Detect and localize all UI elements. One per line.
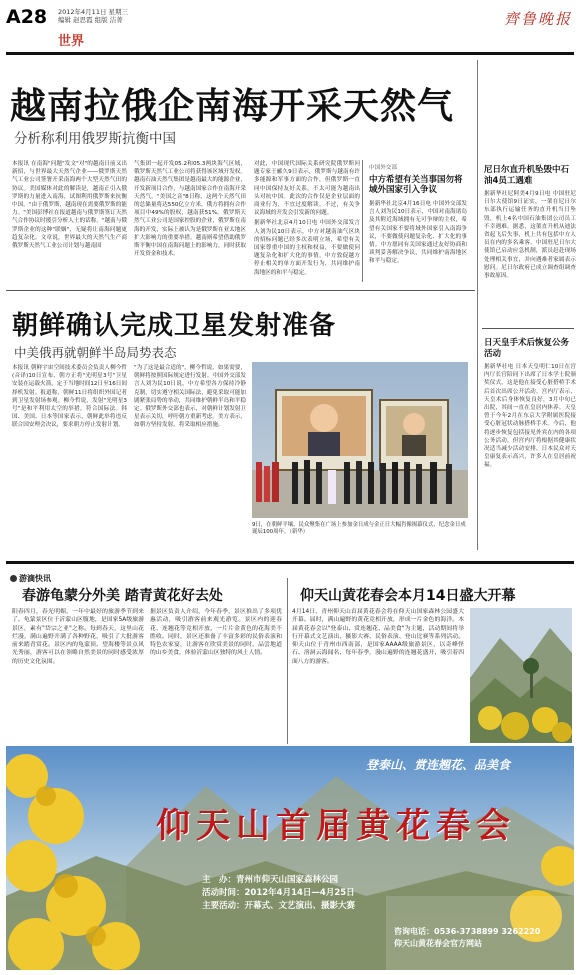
lead-headline: 越南拉俄企南海开采天然气 (10, 86, 455, 127)
side-story-body: 据新华社北京4月16日电 中国外交部发言人刘为民10日表示，中国对南海诸岛及其附近海域拥有无可争辩的主权，希望有关国家不要将域外国家引入南海争议，不要做使问题复杂化、扩大化的事情。中方愿同有关国家通过友好协商和谈判妥善解决争议，共同维护南海地区和平与稳定。 (369, 201, 467, 265)
poster-slogan: 登泰山、赏连翘花、品美食 (366, 758, 511, 772)
feature-tag-label: 游滴快讯 (19, 574, 51, 583)
issue-date: 2012年4月11日 星期三 (58, 8, 129, 16)
feature-2-headline: 仰天山黄花春会本月14日盛大开幕 (300, 588, 516, 604)
right-story-2-body: 据新华社电 日本天皇明仁10日在宫内厅长官陪同下出席了日本学士院颁奖仪式，这是他在接受心脏搭桥手术后首次出席公开活动。宫内厅表示，天皇术后身体恢复良好，3月中旬已出院，其间一直在皇居内休养。天皇曾于今年2月在东京大学附属医院接受心脏冠状动脉搭桥手术。今后，他将逐步恢复包括接见外宾在内的各项公务活动，但宫内厅将根据其健康状况适当减少活动安排。日本民众对天皇康复表示高兴，许多人在皇居前祝福。 (484, 364, 576, 469)
mountain-photo (470, 608, 572, 743)
lead-subheadline: 分析称利用俄罗斯抗衡中国 (14, 131, 176, 147)
photo-caption: 9日，在朝鲜平壤，民众聚集在广场上参加金日成与金正日大幅肖像揭幕仪式，纪念金日成诞辰100周年。（新华） (252, 522, 466, 535)
column-divider (362, 160, 363, 282)
right-rail-divider (477, 60, 478, 550)
right-rail-separator (482, 328, 574, 329)
feature-2-column: 4月14日，青州仰天山首届黄花春会将在仰天山国家森林公园盛大开幕。届时，满山遍野的黄花竞相开放，形成一片金色的海洋。本届黄花春会以"登泰山、赏连翘花、品美食"为主题，活动期间将举行开幕式文艺演出、摄影大赛、民俗表演、登山比赛等系列活动。仰天山位于青州市西南部，是国家AAAA级旅游景区，以奇峰怪石、溶洞云海闻名，每年春季，漫山遍野的连翘花盛开，吸引着四面八方的游客。 (292, 609, 464, 665)
lead-column-4-text: 据新华社北京4月10日电 中国外交部发言人刘为民10日表示，中方对越南油气区块的招标问题已经多次表明立场，希望有关国家尊重中国的主权和权益，不要做使问题复杂化和扩大化的事情。中方敦促越方停止相关的单方面开发行为，共同维护南海地区的和平与稳定。 (254, 220, 360, 276)
bullet-icon (10, 575, 17, 582)
news-photo (252, 362, 468, 518)
feature-1-column-2: 据景区负责人介绍，今年春季，景区推出了多项优惠活动，吸引游客前来观光游览。景区内的迎春花、连翘花等竞相开放，一片片金黄色的花海美不胜收。同时，景区还准备了丰富多彩的民俗表演和特色农家宴，让游客在欣赏美景的同时，品尝地道的山乡美食，体验沂蒙山区独特的风土人情。 (150, 609, 282, 657)
poster-dates: 活动时间：2012年4月14日—4月25日 (202, 888, 355, 898)
pyongyang-ceremony-photo (252, 362, 468, 518)
section-label: 世界 (58, 34, 85, 49)
lead-column-3 (254, 160, 360, 280)
newspaper-logo: 齊鲁晚报 (503, 10, 572, 28)
korea-headline: 朝鲜确认完成卫星发射准备 (12, 311, 337, 341)
feature-1-column-1: 阳春四月，春光明媚，一年中最好的旅游季节到来了。龟蒙景区位于沂蒙山区腹地，是国家5A级旅游景区，素有"岱宗之亚"之称。每到春天，这里山花烂漫，满山遍野开满了各种野花，吸引了大批游客前来踏青赏花。景区内的龟蒙顶、望海楼等景点风光秀丽，游客可以在领略自然美景的同时感受浓厚的历史文化氛围。 (12, 609, 144, 665)
poster-website: 仰天山黄花春会官方网站 (394, 939, 482, 948)
feature-section-tag (10, 573, 51, 584)
korea-subheadline: 中美俄再就朝鲜半岛局势表态 (14, 345, 177, 360)
korea-column-1: 本报讯 朝鲜宇宙空间技术委员会负责人柳今哲(音译)10日宣布，朝方正将"光明星3号"卫星安装在运载火箭，定于当地时间12日至16日间择机发射。报道称，朝鲜11日将组织外国记者到卫星发射场参观。柳今哲说，发射"光明星3号"是和平利用太空的举措，符合国际法。韩国、美国、日本等国家表示，朝鲜此举将违反联合国安理会决议，要求朝方停止发射计划。 (12, 365, 127, 429)
korea-column-2: "为了这是最合适的"，柳今哲说，如果需要，朝鲜将按照国际规定进行发射。中国外交部发言人刘为民10日说，中方希望各方保持冷静克制，切实遵守相关国际法，避免采取可能加剧紧张局势的举动，共同维护朝鲜半岛和平稳定。俄罗斯外交部也表示，对朝鲜计划发射卫星表示关切，呼吁朝方重新考虑。美方表示，如朝方坚持发射，将采取相应措施。 (134, 365, 246, 429)
staff-line: 编辑 赵思霞 组版 洁菁 (58, 16, 123, 24)
event-poster (6, 746, 574, 970)
poster-activities: 主要活动：开幕式、文艺演出、摄影大赛 (202, 901, 356, 911)
side-story-source: 中国外交部 (369, 165, 397, 171)
right-story-1-body: 据新华社尼阿美4月9日电 中国驻尼日尔大使馆9日证实，一架在尼日尔东部执行运输任务的直升机当日坠毁，机上4名中国石油集团公司员工不幸遇难。据悉，这架直升机从迪法省起飞后失事，机上共有包括中方人员在内的多名乘客。中国驻尼日尔大使馆已启动应急机制，派员赶赴现场处理相关事宜，并向遇难者家属表示慰问。尼日尔政府已成立调查组调查事故原因。 (484, 191, 576, 280)
lead-column-1: 本报讯 在南海"问题"发文"对"的越南日前又出新招，与世界最大天然气企业——俄罗斯天然气工业公司签署开采南海两个大型天然气田的协议。美国媒体对此的解读是，越南正引入俄罗斯的力量进入南海，试图利用俄罗斯来抗衡中国。"由于俄罗斯，越南现在需要俄罗斯的能力。"美国彭博社在报道越南与俄罗斯签订天然气合作协议时援引分析人士的话称。"越南与俄罗斯企业的这种"联姻"，无疑将让南海问题更趋复杂化。文章说，世界最大的天然气生产商俄罗斯天然气工业公司计划与越南国 (12, 161, 127, 250)
lead-column-3-text: 对此，中国现代国际关系研究院俄罗斯问题专家王郦久9日表示，俄罗斯与越南有许多能源和军事方面的合作，但俄罗斯一直同中国保持友好关系，不太可能为越南出头对抗中国。此次的合作仅是企业层面的商业行为，不宜过度解读。不过，有关争议海域的开发会引发新的问题。 (254, 161, 360, 217)
date-line (58, 8, 128, 24)
mountain-landscape-photo (470, 608, 572, 743)
right-story-1-title: 尼日尔直升机坠毁中石油4员工遇难 (484, 165, 570, 186)
page-number: A28 (6, 6, 48, 28)
feature-1-headline: 春游龟蒙分外美 踏青黄花好去处 (22, 588, 223, 604)
story-separator (6, 290, 475, 291)
poster-title: 仰天山首届黄花春会 (156, 806, 516, 846)
side-story-title: 中方希望有关当事国勿将域外国家引入争议 (369, 175, 463, 195)
feature-column-divider (287, 578, 288, 744)
poster-organizer: 主 办：青州市仰天山国家森林公园 (202, 875, 339, 885)
feature-divider (6, 561, 574, 564)
poster-contact (394, 926, 540, 950)
right-story-2-title: 日天皇手术后恢复公务活动 (484, 338, 570, 359)
poster-hotline: 咨询电话：0536-3738899 3262220 (394, 927, 541, 936)
lead-column-2: 气集团一起开发05.2和05.3两块海气区域，俄罗斯天然气工业公司将获得该区域开发权。越南石油天然气集团是越南最大的能源企业，开发新项目合作，与越南国家合作在南海开采天然气。"美国之音"8日称，这两个天然气田的总储量将达550亿立方米，俄方将拥有合作项目中49%的股权，越南获51%。俄罗斯天然气工业公司是国家控股的企业，俄罗斯在南海的开发，实际上被认为是俄罗斯在亚太地区扩大影响力的重要举措。越南则希望借助俄罗斯平衡中国在南海问题上的影响力，同时获取开发资金和技术。 (134, 161, 246, 258)
poster-info (202, 874, 355, 913)
masthead-divider (6, 52, 574, 55)
